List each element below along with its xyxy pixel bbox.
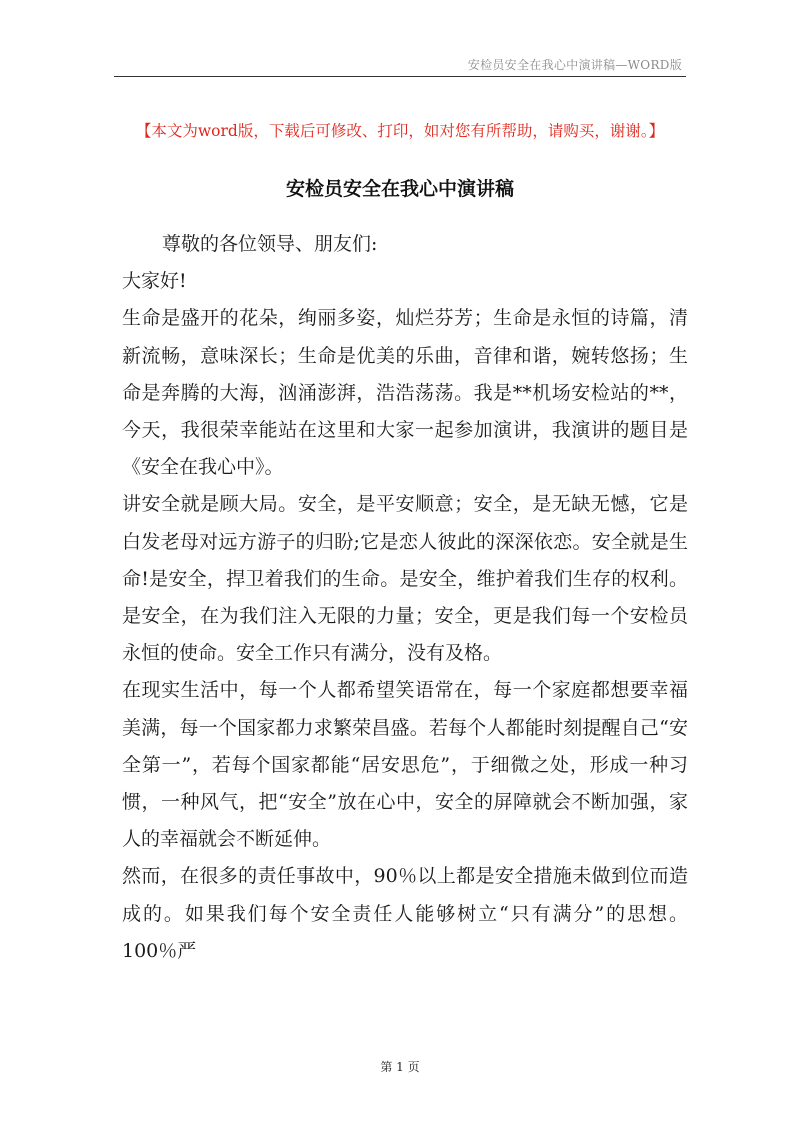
greeting-line: 尊敬的各位领导、朋友们: <box>162 233 378 255</box>
paragraph-salutation: 大家好! <box>122 270 187 293</box>
download-notice: 【本文为word版，下载后可修改、打印，如对您有所帮助，请购买，谢谢。】 <box>135 122 665 140</box>
paragraph-life: 生命是盛开的花朵，绚丽多姿，灿烂芬芳；生命是永恒的诗篇，清新流畅，意味深长；生命是优美的乐曲，音律和谐，婉转悠扬；生命是奔腾的大海，汹涌澎湃，浩浩荡荡。我是**机场安检站的**，今天，我很荣幸能站在这里和大家一起参加演讲，我演讲的题目是《安全在我心中》。 <box>122 307 688 479</box>
paragraph-daily-life: 在现实生活中，每一个人都希望笑语常在，每一个家庭都想要幸福美满，每一个国家都力求繁荣昌盛。若每个人都能时刻提醒自己“安全第一”，若每个国家都能“居安思危”，于细微之处，形成一种习惯，一种风气，把“安全”放在心中，安全的屏障就会不断加强，家人的幸福就会不断延伸。 <box>122 679 688 851</box>
paragraph-accidents: 然而，在很多的责任事故中，90％以上都是安全措施未做到位而造成的。如果我们每个安全责任人能够树立“只有满分”的思想。100％严 <box>122 865 688 962</box>
document-body <box>122 226 688 970</box>
running-header: 安检员安全在我心中演讲稿—WORD版 <box>467 58 682 72</box>
document-title: 安检员安全在我心中演讲稿 <box>285 178 514 200</box>
paragraph-safety-overview: 讲安全就是顾大局。安全，是平安顺意；安全，是无缺无憾，它是白发老母对远方游子的归盼;它是恋人彼此的深深依恋。安全就是生命!是安全，捍卫着我们的生命。是安全，维护着我们生存的权利。是安全，在为我们注入无限的力量；安全，更是我们每一个安检员永恒的使命。安全工作只有满分，没有及格。 <box>122 493 688 665</box>
page-number: 第 1 页 <box>380 1060 420 1074</box>
header-divider <box>114 76 686 77</box>
